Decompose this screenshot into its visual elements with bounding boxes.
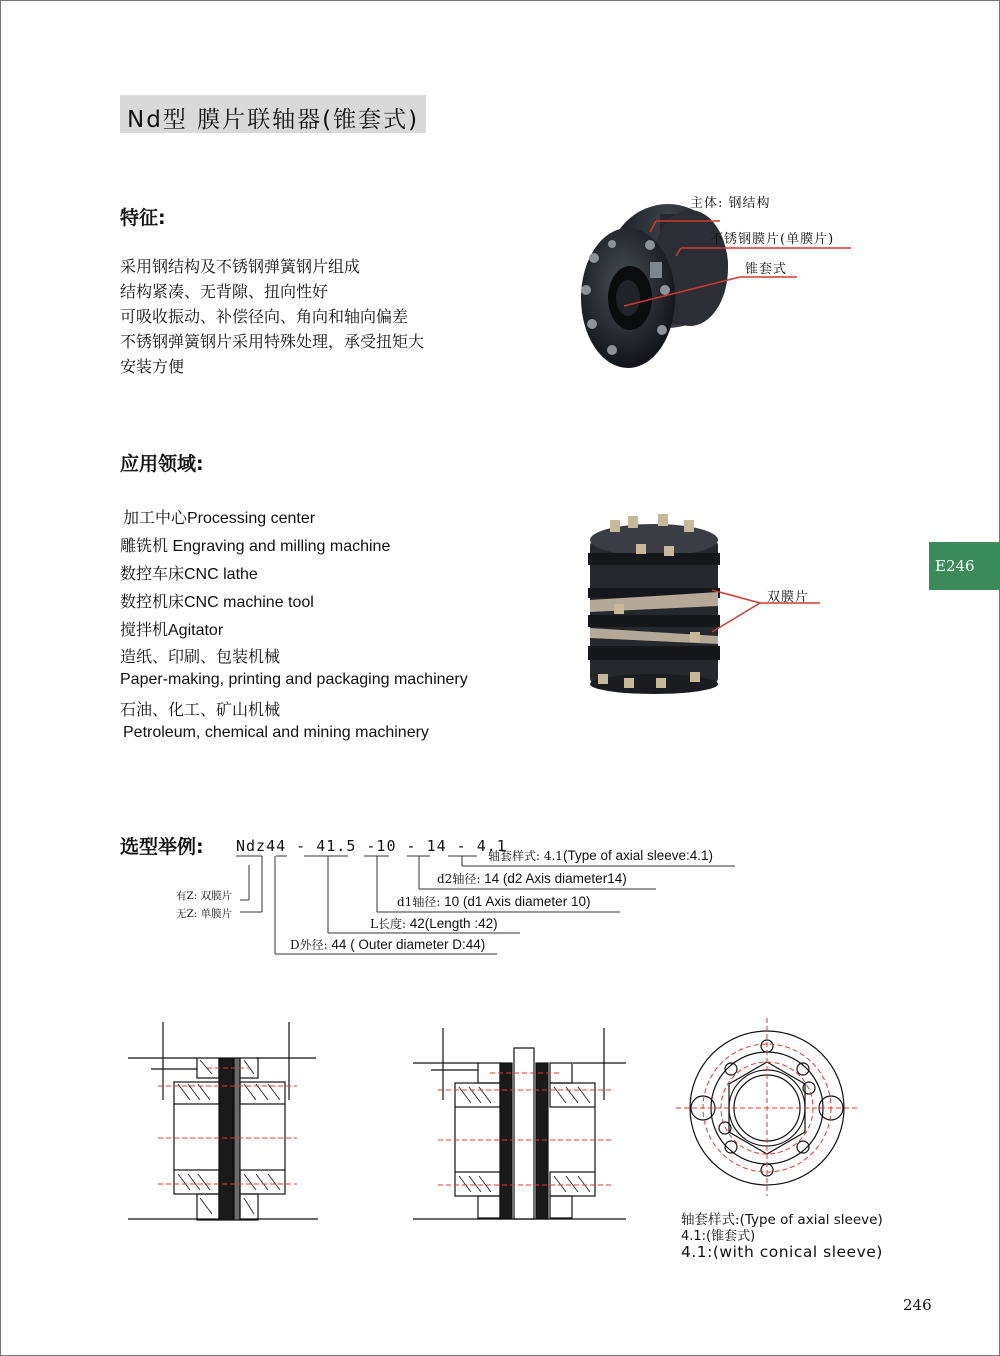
selection-heading: 选型举例: <box>120 836 204 858</box>
page-number: 246 <box>903 1296 932 1314</box>
annotation-length: L长度: 42(Length :42) <box>370 916 498 931</box>
sleeve-type-cn: 4.1:(锥套式) <box>681 1229 756 1244</box>
application-item: 搅拌机Agitator <box>120 622 224 639</box>
application-item: 数控机床CNC machine tool <box>120 594 314 611</box>
annotation-d2: d2轴径: 14 (d2 Axis diameter14) <box>437 871 627 886</box>
callout-sleeve: 锥套式 <box>745 262 788 277</box>
application-item: 石油、化工、矿山机械 <box>120 702 281 719</box>
annotation-d1: d1轴径: 10 (d1 Axis diameter 10) <box>397 894 591 909</box>
application-item: 数控车床CNC lathe <box>120 566 258 583</box>
sleeve-type-label: 轴套样式:(Type of axial sleeve) <box>681 1212 883 1228</box>
annotation-sleeve-type: 轴套样式: 4.1(Type of axial sleeve:4.1) <box>488 848 714 863</box>
features-heading: 特征: <box>120 207 166 229</box>
application-item: 造纸、印刷、包装机械 <box>120 649 281 666</box>
application-item: 加工中心Processing center <box>123 510 316 527</box>
applications-heading: 应用领域: <box>120 453 204 475</box>
callout-body: 主体: 钢结构 <box>690 196 771 211</box>
feature-item: 结构紧凑、无背隙、扭向性好 <box>120 282 329 301</box>
application-item: Paper-making, printing and packaging machinery <box>120 671 468 688</box>
feature-item: 可吸收振动、补偿径向、角向和轴向偏差 <box>120 307 409 326</box>
feature-item: 安装方便 <box>120 357 185 376</box>
application-item: Petroleum, chemical and mining machinery <box>123 724 429 741</box>
annotation-outer-diameter: D外径: 44 ( Outer diameter D:44) <box>290 937 486 952</box>
annotation-without-z: 无Z: 单膜片 <box>176 908 233 920</box>
annotation-with-z: 有Z: 双膜片 <box>176 890 233 902</box>
feature-item: 采用钢结构及不锈钢弹簧钢片组成 <box>120 257 361 276</box>
page-title: Nd型 膜片联轴器(锥套式) <box>127 107 420 133</box>
callout-diaphragm: 不锈钢膜片(单膜片) <box>710 232 835 247</box>
feature-item: 不锈钢弹簧钢片采用特殊处理，承受扭矩大 <box>120 332 425 351</box>
section-tab: E246 <box>929 542 1000 590</box>
sleeve-type-en: 4.1:(with conical sleeve) <box>681 1243 883 1261</box>
callout-double-diaphragm: 双膜片 <box>767 590 810 605</box>
model-code: Ndz44 - 41.5 -10 - 14 - 4.1 <box>236 837 507 855</box>
application-item: 雕铣机 Engraving and milling machine <box>120 538 391 555</box>
